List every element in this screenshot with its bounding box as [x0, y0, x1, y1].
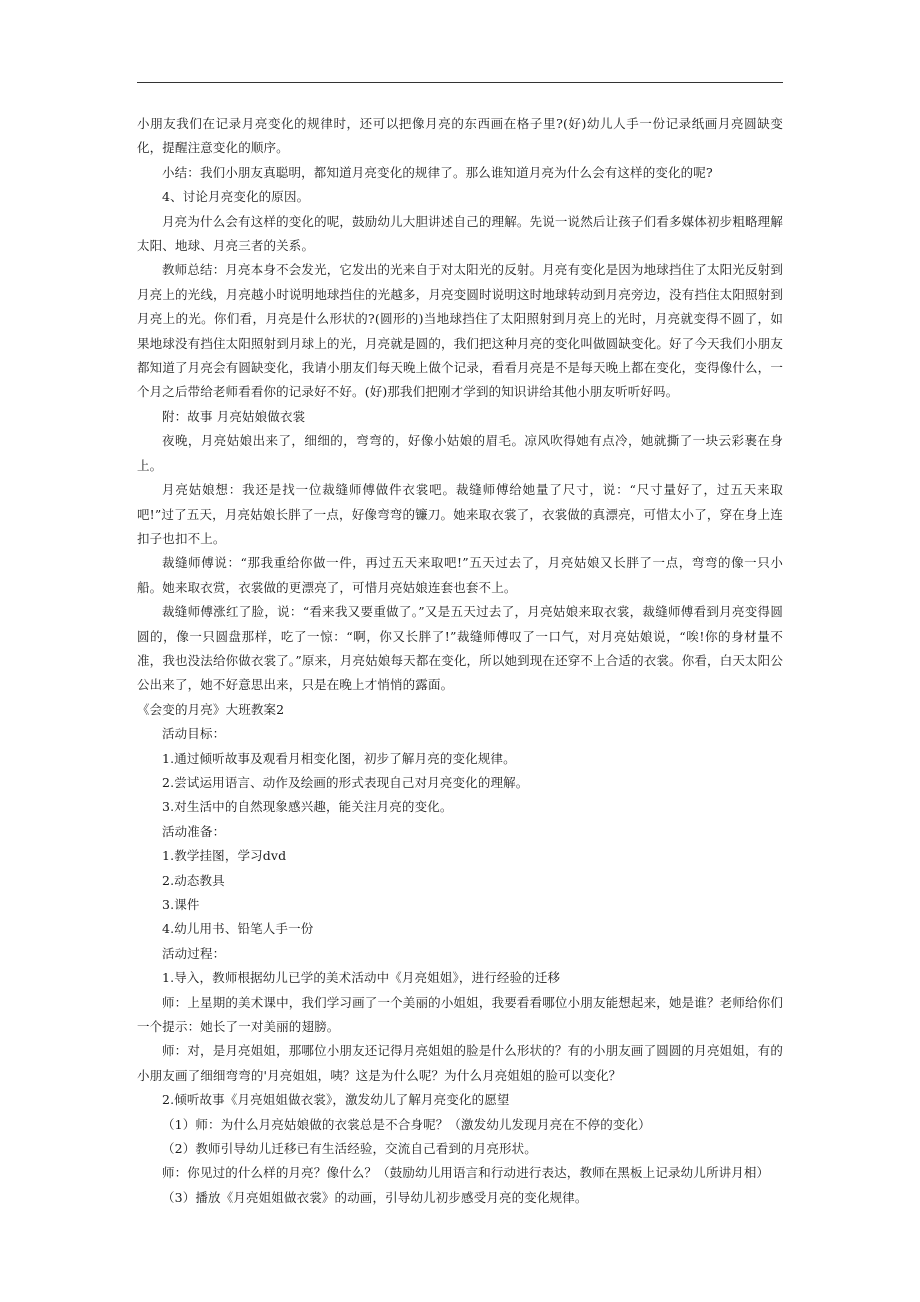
- paragraph: （1）师：为什么月亮姑娘做的衣裳总是不合身呢？（激发幼儿发现月亮在不停的变化）: [162, 1116, 651, 1132]
- paragraph: 师：上星期的美术课中，我们学习画了一个美丽的小姐姐，我要看看哪位小朋友能想起来，她是谁？老师给你们一个提示：她长了一对美丽的翅膀。: [137, 994, 783, 1035]
- paragraph: 夜晚，月亮姑娘出来了，细细的，弯弯的，好像小姑娘的眉毛。凉风吹得她有点冷，她就撕了一块云彩裹在身上。: [137, 433, 783, 473]
- paragraph: 小结：我们小朋友真聪明，都知道月亮变化的规律了。那么谁知道月亮为什么会有这样的变化的呢?: [162, 164, 713, 180]
- header-rule: [137, 82, 783, 83]
- paragraph: 1.通过倾听故事及观看月相变化图，初步了解月亮的变化规律。: [162, 750, 516, 766]
- paragraph: 附：故事 月亮姑娘做衣裳: [162, 408, 306, 424]
- paragraph: 师：对，是月亮姐姐，那哪位小朋友还记得月亮姐姐的脸是什么形状的？有的小朋友画了圆圆的月亮姐姐，有的小朋友画了细细弯弯的'月亮姐姐，咦？这是为什么呢？为什么月亮姐姐的脸可以变化？: [137, 1043, 783, 1083]
- document-body: [137, 112, 783, 1210]
- paragraph: 活动目标：: [162, 726, 226, 742]
- paragraph: 裁缝师傅涨红了脸，说：“看来我又要重做了。”又是五天过去了，月亮姑娘来取衣裳，裁缝师傅看到月亮变得圆圆的，像一只圆盘那样，吃了一惊：“啊，你又长胖了!”裁缝师傅叹了一口气，对月亮姑娘说，“唉!你的身材量不准，我也没法给你做衣裳了。”原来，月亮姑娘每天都在变化，所以她到现在还穿不上合适的衣裳。你看，白天太阳公公出来了，她不好意思出来，只是在晚上才悄悄的露面。: [137, 604, 783, 693]
- paragraph: 2.尝试运用语言、动作及绘画的形式表现自己对月亮变化的理解。: [162, 774, 529, 790]
- paragraph: 2.动态教具: [162, 872, 225, 888]
- paragraph: 3.课件: [162, 897, 200, 912]
- paragraph: （3）播放《月亮姐姐做衣裳》的动画，引导幼儿初步感受月亮的变化规律。: [162, 1189, 588, 1205]
- paragraph: （2）教师引导幼儿迁移已有生活经验，交流自己看到的月亮形状。: [162, 1141, 537, 1157]
- paragraph: 活动过程：: [162, 945, 226, 961]
- paragraph: 教师总结：月亮本身不会发光，它发出的光来自于对太阳光的反射。月亮有变化是因为地球挡住了太阳光反射到月亮上的光线，月亮越小时说明地球挡住的光越多，月亮变圆时说明这时地球转动到月亮旁边，没有挡住太阳照射到月亮上的光。你们看，月亮是什么形状的?(圆形的)当地球挡住了太阳照射到月亮上的光时，月亮就变得不圆了，如果地球没有挡住太阳照射到月球上的光，月亮就是圆的，我们把这种月亮的变化叫做圆缺变化。好了今天我们小朋友都知道了月亮会有圆缺变化，我请小朋友们每天晚上做个记录，看看月亮是不是每天晚上都在变化，变得像什么，一个月之后带给老师看看你的记录好不好。(好)那我们把刚才学到的知识讲给其他小朋友听听好吗。: [137, 262, 783, 400]
- paragraph: 2.倾听故事《月亮姐姐做衣裳》，激发幼儿了解月亮变化的愿望: [162, 1092, 510, 1108]
- paragraph: 月亮为什么会有这样的变化的呢，鼓励幼儿大胆讲述自己的理解。先说一说然后让孩子们看多媒体初步粗略理解太阳、地球、月亮三者的关系。: [137, 213, 783, 254]
- paragraph: 小朋友我们在记录月亮变化的规律时，还可以把像月亮的东西画在格子里?(好)幼儿人手一份记录纸画月亮圆缺变化，提醒注意变化的顺序。: [137, 116, 783, 156]
- paragraph: 4、讨论月亮变化的原因。: [162, 189, 310, 205]
- paragraph: 3.对生活中的自然现象感兴趣，能关注月亮的变化。: [162, 799, 453, 815]
- paragraph: 活动准备：: [162, 823, 226, 839]
- paragraph: 1.教学挂图，学习dvd: [162, 848, 287, 864]
- paragraph: 裁缝师傅说：“那我重给你做一件，再过五天来取吧!”五天过去了，月亮姑娘又长胖了一点，弯弯的像一只小船。她来取衣赏，衣裳做的更漂亮了，可惜月亮姑娘连套也套不上。: [137, 555, 783, 595]
- paragraph: 4.幼儿用书、铅笔人手一份: [162, 921, 314, 937]
- section-heading: 《会变的月亮》大班教案2: [137, 701, 285, 717]
- paragraph: 师：你见过的什么样的月亮？像什么？（鼓励幼儿用语言和行动进行表达，教师在黑板上记录幼儿所讲月相）: [162, 1165, 770, 1181]
- paragraph: 月亮姑娘想：我还是找一位裁缝师傅做件衣裳吧。裁缝师傅给她量了尺寸，说：“尺寸量好了，过五天来取吧!”过了五天，月亮姑娘长胖了一点，好像弯弯的镰刀。她来取衣裳了，衣裳做的真漂亮，可惜太小了，穿在身上连扣子也扣不上。: [137, 482, 783, 546]
- paragraph: 1.导入，教师根据幼儿已学的美术活动中《月亮姐姐》，进行经验的迁移: [162, 970, 561, 986]
